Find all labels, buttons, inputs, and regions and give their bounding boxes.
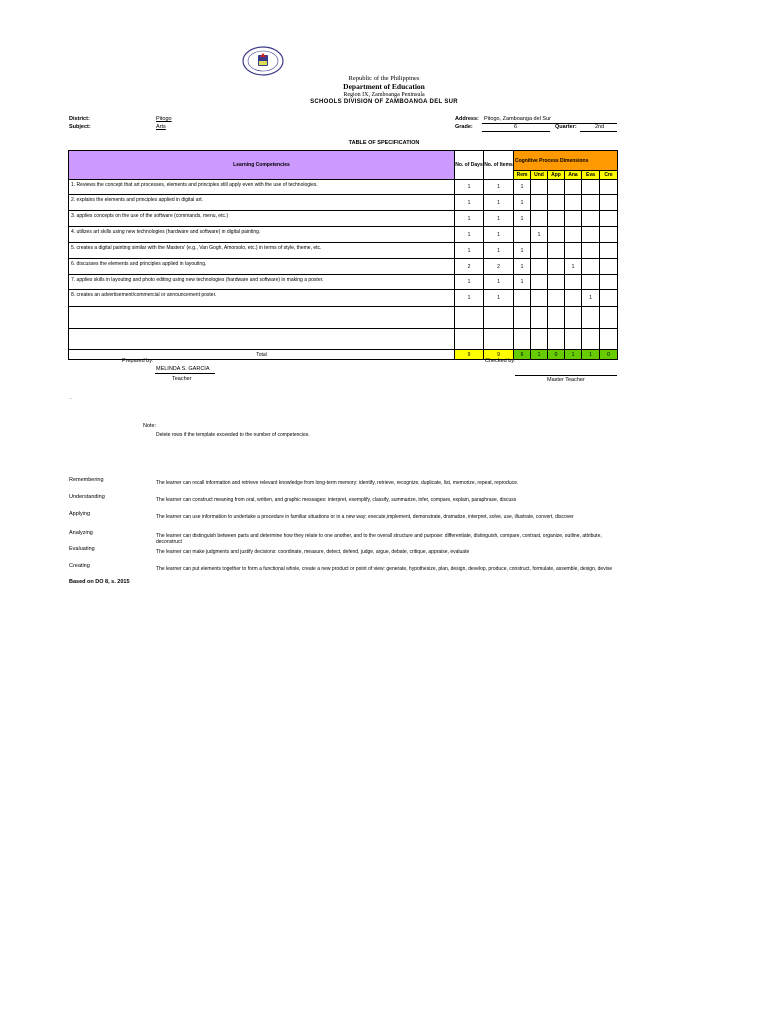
days-cell: 2 bbox=[455, 259, 484, 275]
competency-text: 6. discusses the elements and principles applied in layouting. bbox=[69, 259, 455, 275]
cpd-cell-rem bbox=[514, 227, 531, 243]
prepared-by-label: Prepared by: bbox=[122, 358, 154, 364]
total-label: Total bbox=[69, 350, 455, 360]
subject-label: Subject: bbox=[69, 124, 91, 130]
cpd-cell-und: 1 bbox=[531, 227, 548, 243]
bloom-term: Creating bbox=[69, 563, 90, 569]
table-row bbox=[69, 290, 618, 307]
based-on: Based on DO 8, s. 2015 bbox=[69, 579, 130, 585]
cpd-cell-ana bbox=[565, 211, 582, 227]
cpd-cell-rem: 1 bbox=[514, 275, 531, 290]
district-value: Pitogo bbox=[156, 116, 172, 122]
cpd-cell-app bbox=[548, 195, 565, 211]
subject-value: Arts bbox=[156, 124, 166, 130]
cpd-cell-app bbox=[548, 227, 565, 243]
cpd-cell-und bbox=[531, 290, 548, 307]
bloom-term: Understanding bbox=[69, 494, 105, 500]
total-ana: 1 bbox=[565, 350, 582, 360]
items-cell: 1 bbox=[484, 180, 514, 195]
cpd-cell-ana: 1 bbox=[565, 259, 582, 275]
competency-text bbox=[69, 307, 455, 329]
cpd-cell-app bbox=[548, 290, 565, 307]
cpd-cell-app bbox=[548, 329, 565, 350]
cpd-cell-und bbox=[531, 307, 548, 329]
total-app: 0 bbox=[548, 350, 565, 360]
quarter-label: Quarter: bbox=[555, 124, 577, 130]
cpd-cell-ana bbox=[565, 290, 582, 307]
cpd-cell-ana bbox=[565, 227, 582, 243]
competency-text: 7. applies skills in layouting and photo editing using new technologies (hardware and software) in making a poster. bbox=[69, 275, 455, 290]
cpd-cell-rem bbox=[514, 307, 531, 329]
cpd-cell-eva bbox=[582, 195, 600, 211]
grade-label: Grade: bbox=[455, 124, 473, 130]
cpd-cell-rem bbox=[514, 329, 531, 350]
header-republic: Republic of the Philippines bbox=[348, 75, 420, 82]
note-label: Note: bbox=[143, 423, 157, 429]
cpd-cell-rem: 1 bbox=[514, 195, 531, 211]
specification-table bbox=[68, 150, 618, 360]
competency-text: 1. Reviews the concept that art processes, elements and principles still apply even with the use of technologies. bbox=[69, 180, 455, 195]
competency-text: 3. applies concepts on the use of the software (commands, menu, etc.) bbox=[69, 211, 455, 227]
cpd-cell-und bbox=[531, 259, 548, 275]
cpd-cell-rem bbox=[514, 290, 531, 307]
cpd-cell-und bbox=[531, 275, 548, 290]
items-cell: 1 bbox=[484, 290, 514, 307]
cpd-cell-und bbox=[531, 243, 548, 259]
cpd-cell-cre bbox=[600, 180, 618, 195]
cpd-cell-eva: 1 bbox=[582, 290, 600, 307]
cpd-cell-app bbox=[548, 307, 565, 329]
table-row bbox=[69, 243, 618, 259]
table-row bbox=[69, 329, 618, 350]
header-division: SCHOOLS DIVISION OF ZAMBOANGA DEL SUR bbox=[310, 99, 458, 105]
days-cell: 1 bbox=[455, 227, 484, 243]
cpd-cell-ana bbox=[565, 307, 582, 329]
cpd-cell-und bbox=[531, 329, 548, 350]
header-no-of-days: No. of Days bbox=[455, 151, 484, 180]
cpd-cell-cre bbox=[600, 243, 618, 259]
table-row bbox=[69, 259, 618, 275]
table-row bbox=[69, 227, 618, 243]
header-und: Und bbox=[531, 171, 548, 180]
cpd-cell-cre bbox=[600, 195, 618, 211]
cpd-cell-eva bbox=[582, 243, 600, 259]
days-cell: 1 bbox=[455, 275, 484, 290]
table-title: TABLE OF SPECIFICATION bbox=[348, 140, 420, 146]
quarter-underline bbox=[580, 131, 617, 132]
cpd-cell-rem: 1 bbox=[514, 211, 531, 227]
competency-text: 2. explains the elements and principles applied in digital art. bbox=[69, 195, 455, 211]
cpd-cell-cre bbox=[600, 227, 618, 243]
header-cognitive-process-dimensions: Cognitive Process Dimensions bbox=[514, 151, 618, 171]
bloom-term: Evaluating bbox=[69, 546, 95, 552]
bloom-description: The learner can put elements together to form a functional whole, create a new product or point of view: generate, hypothesize, plan, design, develop, produce, construct, formulate, assemble, design, devise bbox=[156, 566, 613, 572]
checker-title: Master Teacher bbox=[547, 377, 585, 383]
total-days: 9 bbox=[455, 350, 484, 360]
header-app: App bbox=[548, 171, 565, 180]
address-value: Pitogo, Zamboanga del Sur bbox=[484, 116, 551, 122]
days-cell bbox=[455, 307, 484, 329]
cpd-cell-ana bbox=[565, 275, 582, 290]
cpd-cell-eva bbox=[582, 307, 600, 329]
header-region: Region IX, Zamboanga Peninsula bbox=[343, 92, 425, 98]
cpd-cell-eva bbox=[582, 180, 600, 195]
cpd-cell-eva bbox=[582, 275, 600, 290]
header-ana: Ana bbox=[565, 171, 582, 180]
cpd-cell-cre bbox=[600, 211, 618, 227]
cpd-cell-und bbox=[531, 211, 548, 227]
preparer-underline bbox=[155, 373, 215, 374]
header-department: Department of Education bbox=[343, 82, 425, 91]
cpd-cell-ana bbox=[565, 195, 582, 211]
bloom-description: The learner can use information to undertake a procedure in familiar situations or in a new way: execute,implement, demonstrate, dramatize, interpret, solve, use, illustrate, convert, discover bbox=[156, 514, 574, 520]
days-cell: 1 bbox=[455, 290, 484, 307]
quarter-value: 2nd bbox=[595, 124, 605, 130]
competency-text bbox=[69, 329, 455, 350]
total-eva: 1 bbox=[582, 350, 600, 360]
table-row bbox=[69, 307, 618, 329]
days-cell: 1 bbox=[455, 211, 484, 227]
bloom-term: Analyzing bbox=[69, 530, 93, 536]
preparer-name: MELINDA S. GARCIA bbox=[156, 366, 210, 372]
cpd-cell-ana bbox=[565, 180, 582, 195]
cpd-cell-eva bbox=[582, 259, 600, 275]
total-items: 9 bbox=[484, 350, 514, 360]
cpd-cell-cre bbox=[600, 290, 618, 307]
table-row bbox=[69, 180, 618, 195]
items-cell: 1 bbox=[484, 227, 514, 243]
items-cell: 1 bbox=[484, 275, 514, 290]
cpd-cell-cre bbox=[600, 307, 618, 329]
address-label: Address: bbox=[455, 116, 479, 122]
cpd-cell-app bbox=[548, 259, 565, 275]
header-no-of-items: No. of Items bbox=[484, 151, 514, 180]
cpd-cell-und bbox=[531, 195, 548, 211]
cpd-cell-ana bbox=[565, 329, 582, 350]
grade-value: 6 bbox=[514, 124, 518, 130]
competency-text: 5. creates a digital painting similar with the Masters' (e.g., Van Gogh, Amorsolo, etc.) in terms of style, theme, etc. bbox=[69, 243, 455, 259]
table-row bbox=[69, 275, 618, 290]
cpd-cell-app bbox=[548, 180, 565, 195]
items-cell: 1 bbox=[484, 243, 514, 259]
bloom-description: The learner can make judgments and justify decisions: coordinate, measure, detect, defend, judge, argue, debate, critique, appraise, evaluate bbox=[156, 549, 470, 555]
competency-text: 4. utilizes art skills using new technologies (hardware and software) in digital painting. bbox=[69, 227, 455, 243]
cpd-cell-rem: 1 bbox=[514, 180, 531, 195]
bloom-term: Remembering bbox=[69, 477, 104, 483]
cpd-cell-app bbox=[548, 275, 565, 290]
cpd-cell-eva bbox=[582, 211, 600, 227]
cpd-cell-cre bbox=[600, 259, 618, 275]
cpd-cell-rem: 1 bbox=[514, 243, 531, 259]
header-rem: Rem bbox=[514, 171, 531, 180]
cpd-cell-eva bbox=[582, 329, 600, 350]
cpd-cell-app bbox=[548, 243, 565, 259]
table-row bbox=[69, 211, 618, 227]
days-cell: 1 bbox=[455, 243, 484, 259]
preparer-title: Teacher bbox=[172, 376, 192, 382]
checked-by-label: Checked by: bbox=[485, 358, 516, 364]
bloom-description: The learner can recall information and retrieve relevant knowledge from long-term memory: identify, retrieve, recognize, duplicate, list, memorize, repeat, reproduce. bbox=[156, 480, 519, 486]
bloom-description: The learner can construct meaning from oral, written, and graphic messages: interpret, exemplify, classify, summarize, infer, compare, explain, paraphrase, discuss bbox=[156, 497, 517, 503]
items-cell: 2 bbox=[484, 259, 514, 275]
days-cell: 1 bbox=[455, 180, 484, 195]
small-mark: --- bbox=[69, 396, 72, 400]
header-cre: Cre bbox=[600, 171, 618, 180]
items-cell bbox=[484, 329, 514, 350]
header-eva: Eva bbox=[582, 171, 600, 180]
cpd-cell-cre bbox=[600, 275, 618, 290]
items-cell bbox=[484, 307, 514, 329]
total-und: 1 bbox=[531, 350, 548, 360]
cpd-cell-und bbox=[531, 180, 548, 195]
cpd-cell-cre bbox=[600, 329, 618, 350]
grade-underline bbox=[482, 131, 550, 132]
days-cell bbox=[455, 329, 484, 350]
days-cell: 1 bbox=[455, 195, 484, 211]
total-rem: 6 bbox=[514, 350, 531, 360]
items-cell: 1 bbox=[484, 211, 514, 227]
competency-text: 8. creates an advertisement/commercial or announcement poster. bbox=[69, 290, 455, 307]
bloom-description: The learner can distinguish between parts and determine how they relate to one another, and to the overall structure and purpose: differentiate, distinguish, compare, contrast, organize, outline, attribute, deconstruct bbox=[156, 533, 602, 545]
district-label: District: bbox=[69, 116, 90, 122]
deped-seal-logo bbox=[242, 46, 284, 76]
total-cre: 0 bbox=[600, 350, 618, 360]
cpd-cell-ana bbox=[565, 243, 582, 259]
table-row bbox=[69, 195, 618, 211]
checker-underline bbox=[515, 375, 617, 376]
note-text: Delete rows if the template exceeded to the number of competencies. bbox=[156, 432, 310, 438]
cpd-cell-eva bbox=[582, 227, 600, 243]
cpd-cell-rem: 1 bbox=[514, 259, 531, 275]
header-learning-competencies: Learning Competencies bbox=[69, 151, 455, 180]
bloom-term: Applying bbox=[69, 511, 91, 517]
items-cell: 1 bbox=[484, 195, 514, 211]
cpd-cell-app bbox=[548, 211, 565, 227]
